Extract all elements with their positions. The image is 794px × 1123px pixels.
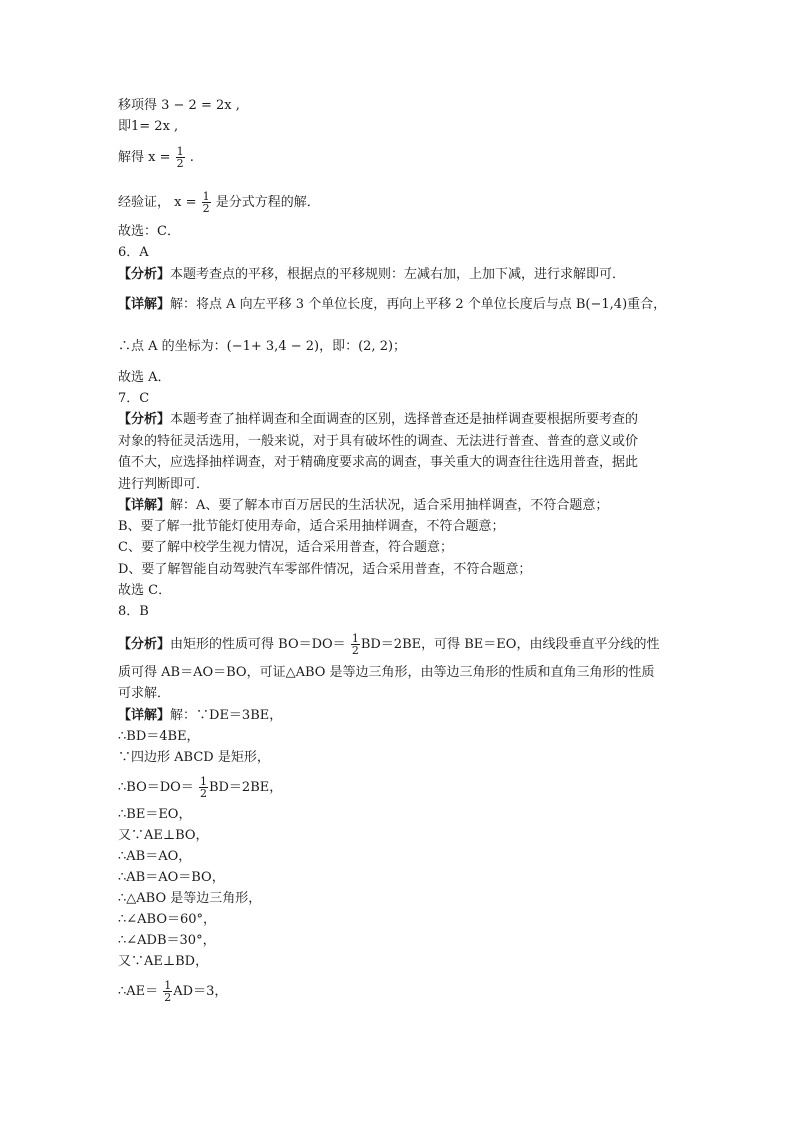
q5-line-3-post: . xyxy=(189,150,194,165)
q7-analysis-3: 值不大，应选择抽样调查，对于精确度要求高的调查，事关重大的调查往往选用普查，据此 xyxy=(118,455,639,470)
q7-analysis-1 xyxy=(118,411,638,429)
q5-line-2: 即1= 2x , xyxy=(118,119,179,134)
q5-line-3 xyxy=(118,146,194,169)
q8-detail-1 xyxy=(118,707,282,725)
q7-detail-d: D、要了解智能自动驾驶汽车零部件情况，适合采用普查，不符合题意； xyxy=(118,562,532,577)
q8-detail-10: ∴∠ABO＝60°， xyxy=(118,912,217,927)
q8-detail-3: ∵四边形 ABCD 是矩形， xyxy=(118,750,270,765)
q8-detail-4-post: BD＝2BE， xyxy=(208,780,283,795)
q5-line-4-post: 是分式方程的解． xyxy=(215,195,320,210)
detail-tag: 【详解】 xyxy=(118,498,171,513)
q7-detail-a xyxy=(118,497,608,515)
q6-analysis-text: 本题考查点的平移，根据点的平移规则：左减右加，上加下减，进行求解即可． xyxy=(170,267,626,282)
q6-detail xyxy=(118,296,666,314)
q5-line-1: 移项得 3 − 2 = 2x , xyxy=(118,98,240,113)
q8-detail-13-pre: ∴AE＝ xyxy=(118,984,159,999)
q5-line-4-pre: 经验证， x = xyxy=(118,195,197,210)
q7-detail-b: B、要了解一批节能灯使用寿命，适合采用抽样调查，不符合题意； xyxy=(118,519,505,534)
detail-tag: 【详解】 xyxy=(118,297,171,312)
q7-analysis-text: 本题考查了抽样调查和全面调查的区别，选择普查还是抽样调查要根据所要考查的 xyxy=(170,412,639,427)
fraction-half: $\frac{1}{2}$ xyxy=(176,145,184,170)
q8-detail-13-post: AD＝3， xyxy=(173,984,228,999)
q8-detail-13 xyxy=(118,980,227,1003)
q8-analysis-2: 质可得 AB＝AO＝BO，可证△ABO 是等边三角形，由等边三角形的性质和直角三角形的性质 xyxy=(118,665,655,680)
q6-number: 6．A xyxy=(118,245,149,260)
q8-detail-4-pre: ∴BO＝DO＝ xyxy=(118,780,194,795)
q7-analysis-2: 对象的特征灵活选用，一般来说，对于具有破坏性的调查、无法进行普查、普查的意义或价 xyxy=(118,434,639,449)
q7-choose: 故选 C． xyxy=(118,583,172,598)
q6-choose: 故选 A． xyxy=(118,370,171,385)
q8-detail-1-text: 解：∵DE＝3BE， xyxy=(170,708,283,723)
q8-detail-11: ∴∠ADB＝30°， xyxy=(118,933,216,948)
q7-analysis-4: 进行判断即可． xyxy=(118,477,210,492)
q8-analysis-3: 可求解． xyxy=(118,686,171,701)
q7-number: 7．C xyxy=(118,391,150,406)
q8-detail-8: ∴AB＝AO＝BO， xyxy=(118,870,225,885)
q7-detail-c: C、要了解中校学生视力情况，适合采用普查，符合题意； xyxy=(118,540,453,555)
q5-line-3-pre: 解得 x = xyxy=(118,150,171,165)
fraction-half: $\frac{1}{2}$ xyxy=(351,632,359,657)
q6-coordinate: ∴点 A 的坐标为：(−1+ 3,4 − 2)，即：(2, 2)； xyxy=(118,339,407,354)
q8-detail-9: ∴△ABO 是等边三角形， xyxy=(118,891,262,906)
q6-detail-text: 解：将点 A 向左平移 3 个单位长度，再向上平移 2 个单位长度后与点 B(−1,4)重合， xyxy=(170,297,667,312)
q8-detail-7: ∴AB＝AO， xyxy=(118,849,192,864)
q8-number: 8．B xyxy=(118,604,149,619)
fraction-half: $\frac{1}{2}$ xyxy=(164,979,172,1004)
detail-tag: 【详解】 xyxy=(118,708,171,723)
analysis-tag: 【分析】 xyxy=(118,412,171,427)
fraction-half: $\frac{1}{2}$ xyxy=(202,190,210,215)
analysis-tag: 【分析】 xyxy=(118,267,171,282)
q8-detail-4 xyxy=(118,776,282,799)
fraction-half: $\frac{1}{2}$ xyxy=(199,775,207,800)
q8-analysis-post: BD＝2BE，可得 BE＝EO，由线段垂直平分线的性 xyxy=(360,637,660,652)
q7-detail-a-text: 解：A、要了解本市百万居民的生活状况，适合采用抽样调查，不符合题意； xyxy=(170,498,609,513)
analysis-tag: 【分析】 xyxy=(118,637,171,652)
q8-detail-6: 又∵AE⊥BO， xyxy=(118,828,209,843)
q8-detail-2: ∴BD＝4BE， xyxy=(118,729,200,744)
q5-choose: 故选：C． xyxy=(118,224,180,239)
q6-analysis xyxy=(118,266,625,284)
q8-detail-12: 又∵AE⊥BD， xyxy=(118,954,209,969)
q8-detail-5: ∴BE＝EO， xyxy=(118,807,192,822)
q5-line-4 xyxy=(118,191,320,214)
q8-analysis-pre: 由矩形的性质可得 BO＝DO＝ xyxy=(170,637,346,652)
q8-analysis-1 xyxy=(118,633,659,656)
